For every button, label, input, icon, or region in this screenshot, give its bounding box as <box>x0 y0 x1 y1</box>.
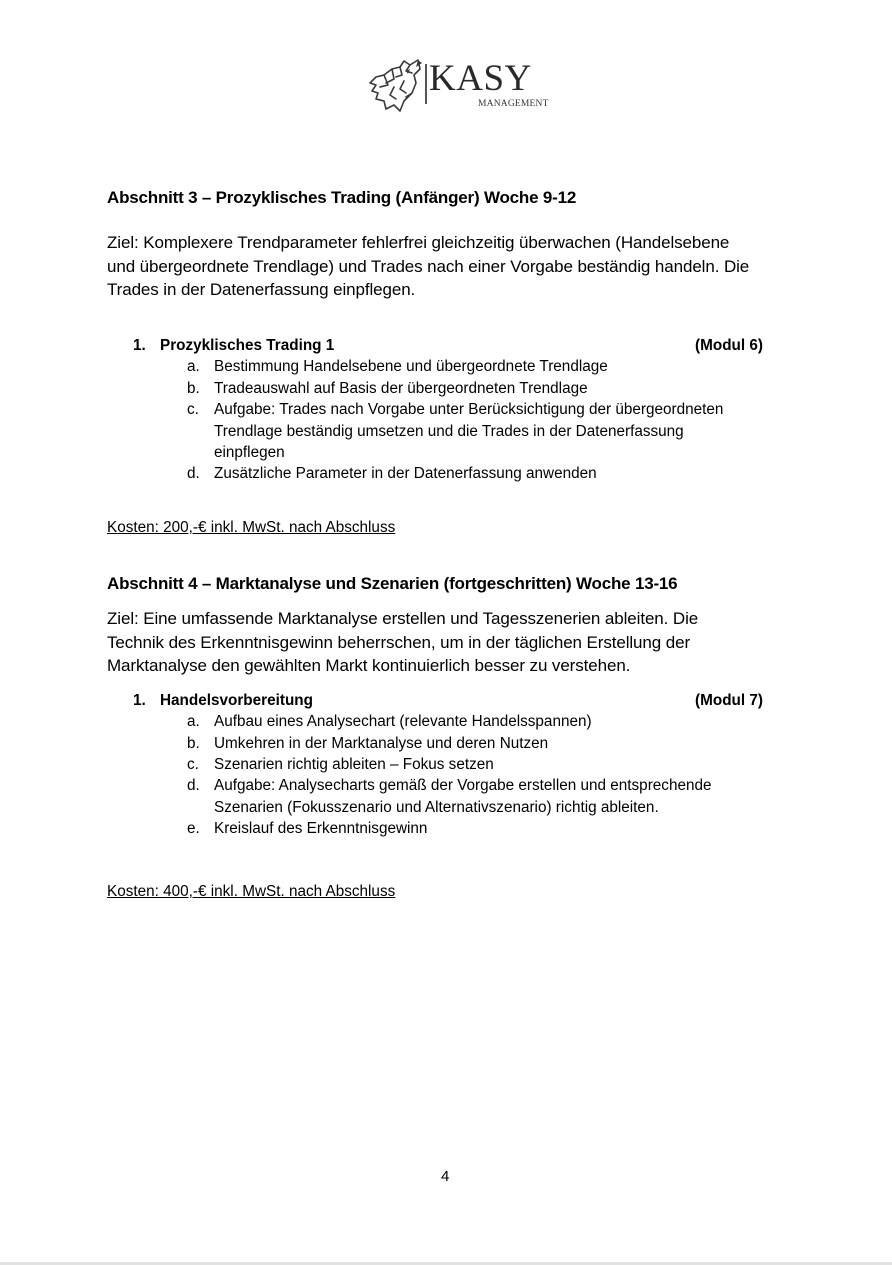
section-3-goal <box>107 231 797 302</box>
list-text: Bestimmung Handelsebene und übergeordnete Trendlage <box>214 358 608 375</box>
logo-divider <box>425 64 427 104</box>
module-number: 1. <box>133 692 146 709</box>
module-label: (Modul 6) <box>695 337 763 354</box>
module-title: Handelsvorbereitung <box>160 692 313 709</box>
list-letter: c. <box>187 401 199 418</box>
list-letter: d. <box>187 777 200 794</box>
module-number: 1. <box>133 337 146 354</box>
list-letter: a. <box>187 713 200 730</box>
logo-subtitle: MANAGEMENT <box>478 99 549 109</box>
list-text: Tradeauswahl auf Basis der übergeordneten Trendlage <box>214 379 588 397</box>
logo-brand-name: KASY <box>429 58 532 99</box>
goal-line: Technik des Erkenntnisgewinn beherrschen, um in der täglichen Erstellung der <box>107 632 691 652</box>
module-title: Prozyklisches Trading 1 <box>160 337 335 354</box>
list-letter: e. <box>187 820 200 837</box>
goal-line: Ziel: Eine umfassende Marktanalyse erstellen und Tagesszenerien ableiten. Die <box>107 609 699 628</box>
list-letter: b. <box>187 379 200 397</box>
list-text: Zusätzliche Parameter in der Datenerfassung anwenden <box>214 465 597 482</box>
list-text-line: Aufgabe: Trades nach Vorgabe unter Berücksichtigung der übergeordneten <box>214 401 724 418</box>
goal-line: und übergeordnete Trendlage) und Trades nach einer Vorgabe beständig handeln. Die <box>107 256 750 276</box>
list-letter: d. <box>187 465 200 482</box>
list-text-line: Trendlage beständig umsetzen und die Trades in der Datenerfassung <box>214 422 684 440</box>
goal-line: Trades in der Datenerfassung einpflegen. <box>107 280 416 299</box>
list-text-line: Szenarien (Fokusszenario und Alternativszenario) richtig ableiten. <box>214 798 659 816</box>
list-text: Umkehren in der Marktanalyse und deren Nutzen <box>214 734 549 752</box>
list-text: Kreislauf des Erkenntnisgewinn <box>214 820 428 837</box>
section-3-heading: Abschnitt 3 – Prozyklisches Trading (Anfänger) Woche 9-12 <box>107 188 577 207</box>
list-text: Aufbau eines Analysechart (relevante Handelsspannen) <box>214 713 592 730</box>
howling-wolf-icon <box>366 57 424 113</box>
goal-line: Marktanalyse den gewählten Markt kontinuierlich besser zu verstehen. <box>107 656 631 675</box>
list-text: Szenarien richtig ableiten – Fokus setzen <box>214 756 494 773</box>
section-3-cost: Kosten: 200,-€ inkl. MwSt. nach Abschluss <box>107 519 396 536</box>
goal-line: Ziel: Komplexere Trendparameter fehlerfrei gleichzeitig überwachen (Handelsebene <box>107 233 730 252</box>
list-text-line: einpflegen <box>214 444 285 461</box>
section-4-heading: Abschnitt 4 – Marktanalyse und Szenarien (fortgeschritten) Woche 13-16 <box>107 574 678 593</box>
section-4-goal <box>107 607 797 678</box>
list-letter: b. <box>187 734 200 752</box>
list-text <box>214 775 774 818</box>
list-letter: a. <box>187 358 200 375</box>
section-4-cost: Kosten: 400,-€ inkl. MwSt. nach Abschluss <box>107 883 396 900</box>
company-logo <box>366 57 549 113</box>
module-label: (Modul 7) <box>695 692 763 709</box>
list-letter: c. <box>187 756 199 773</box>
page-number: 4 <box>441 1168 450 1185</box>
list-text-line: Aufgabe: Analysecharts gemäß der Vorgabe erstellen und entsprechende <box>214 777 712 794</box>
list-text <box>214 399 774 464</box>
